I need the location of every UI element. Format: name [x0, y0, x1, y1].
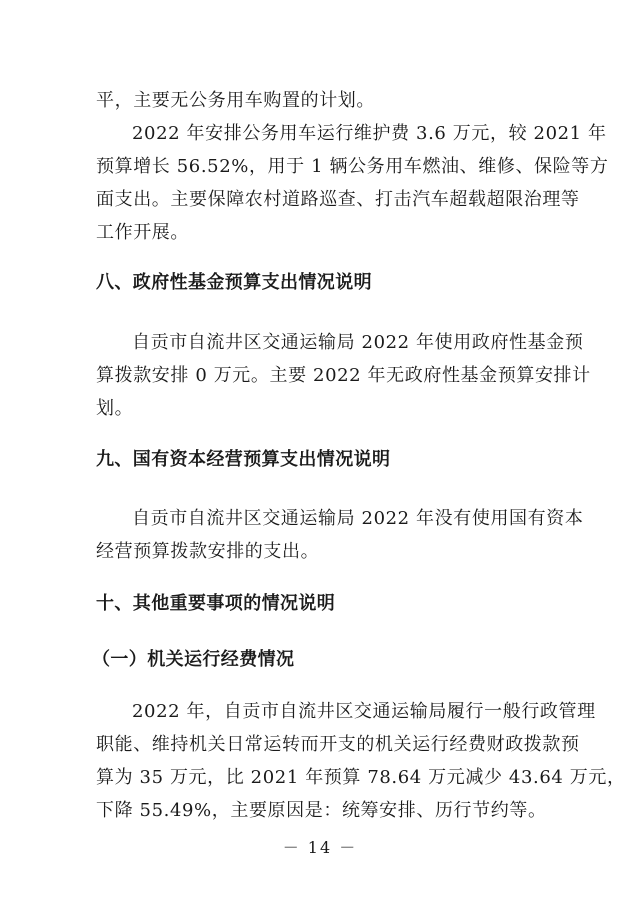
- paragraph-line: 2022 年安排公务用车运行维护费 3.6 万元，较 2021 年: [132, 123, 607, 144]
- paragraph-line: 下降 55.49%，主要原因是：统筹安排、历行节约等。: [96, 800, 547, 821]
- subsection-heading: （一）机关运行经费情况: [92, 649, 295, 670]
- paragraph-line: 平，主要无公务用车购置的计划。: [96, 90, 375, 111]
- paragraph-line: 预算增长 56.52%，用于 1 辆公务用车燃油、维修、保险等方: [96, 156, 609, 177]
- paragraph-line: 2022 年，自贡市自流井区交通运输局履行一般行政管理: [132, 701, 596, 722]
- paragraph-line: 算为 35 万元，比 2021 年预算 78.64 万元减少 43.64 万元，: [96, 767, 626, 788]
- paragraph-line: 工作开展。: [96, 222, 189, 243]
- paragraph-line: 职能、维持机关日常运转而开支的机关运行经费财政拨款预: [96, 734, 580, 755]
- page-number: － 14 －: [282, 838, 358, 857]
- paragraph-line: 经营预算拨款安排的支出。: [96, 541, 320, 562]
- section-heading: 八、政府性基金预算支出情况说明: [96, 272, 372, 293]
- paragraph-line: 划。: [96, 398, 134, 419]
- section-heading: 九、国有资本经营预算支出情况说明: [96, 449, 391, 470]
- section-heading: 十、其他重要事项的情况说明: [96, 593, 336, 614]
- paragraph-line: 自贡市自流井区交通运输局 2022 年没有使用国有资本: [132, 508, 584, 529]
- paragraph-line: 自贡市自流井区交通运输局 2022 年使用政府性基金预: [132, 332, 584, 353]
- paragraph-line: 算拨款安排 0 万元。主要 2022 年无政府性基金预算安排计: [96, 365, 591, 386]
- paragraph-line: 面支出。主要保障农村道路巡查、打击汽车超载超限治理等: [96, 189, 580, 210]
